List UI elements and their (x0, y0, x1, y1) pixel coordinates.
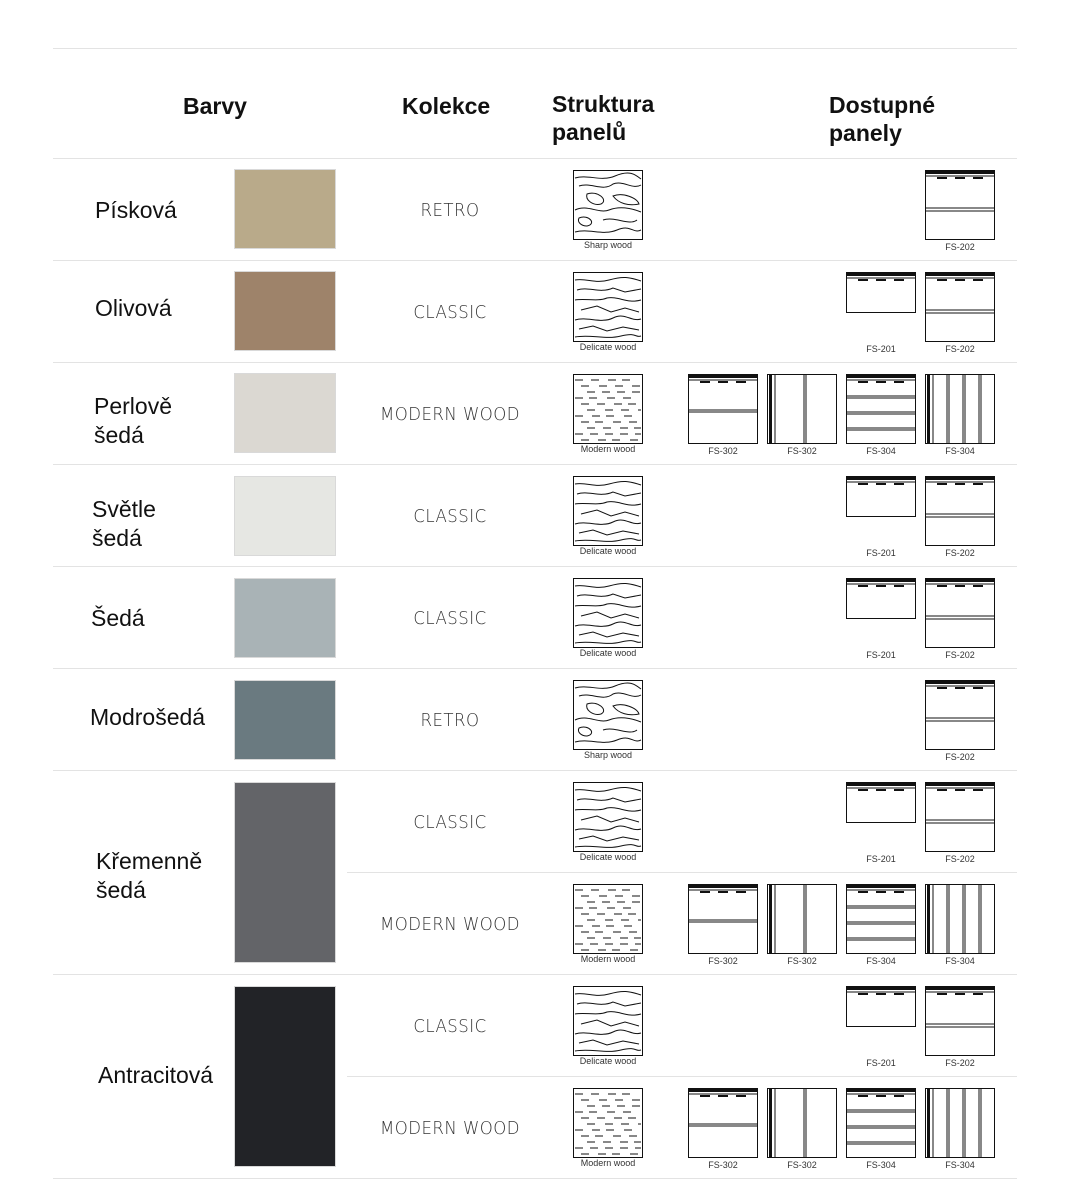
panel-code: FS-201 (866, 548, 896, 558)
panel-drawing (688, 884, 758, 954)
texture-cell (573, 374, 643, 455)
panel-drawing (925, 782, 995, 852)
color-name: Perlově šedá (94, 393, 172, 448)
texture-drawing (573, 986, 643, 1056)
panel-cell (688, 1088, 758, 1171)
panel-code: FS-304 (866, 1160, 896, 1170)
panel-cell (925, 680, 995, 763)
color-name: Světle šedá (92, 496, 156, 551)
texture-cell (573, 680, 643, 761)
row-divider (53, 362, 1017, 363)
panel-cell (925, 578, 995, 661)
texture-drawing (573, 170, 643, 240)
texture-label: Delicate wood (579, 1056, 637, 1066)
panel-cell (767, 1088, 837, 1171)
texture-label: Sharp wood (583, 750, 633, 760)
panel-cell (846, 782, 916, 865)
header-structure-line1: Struktura (552, 91, 655, 117)
color-name: Antracitová (98, 1062, 214, 1088)
color-name: Modrošedá (90, 704, 206, 730)
panel-drawing (925, 272, 995, 342)
collection-label: MODERN WOOD (380, 1118, 520, 1139)
panel-drawing (925, 1088, 995, 1158)
color-name: Olivová (95, 295, 172, 321)
panel-drawing (925, 170, 995, 240)
header-structure (552, 90, 654, 146)
color-swatch (234, 476, 336, 556)
panel-code: FS-302 (708, 1160, 738, 1170)
panel-cell (925, 782, 995, 865)
panel-drawing (767, 884, 837, 954)
panel-code: FS-302 (787, 956, 817, 966)
panel-cell (688, 374, 758, 457)
collection-label: CLASSIC (413, 1016, 487, 1037)
panel-code: FS-302 (708, 956, 738, 966)
panel-drawing (925, 680, 995, 750)
texture-drawing (573, 782, 643, 852)
collection-label: CLASSIC (413, 608, 487, 629)
color-name: Křemenně šedá (96, 848, 203, 903)
panel-cell (925, 170, 995, 253)
texture-cell (573, 986, 643, 1067)
panel-drawing (767, 374, 837, 444)
panel-drawing (925, 374, 995, 444)
texture-drawing (573, 578, 643, 648)
panel-drawing (688, 1088, 758, 1158)
texture-label: Delicate wood (579, 852, 637, 862)
header-panels-line2: panely (829, 120, 902, 146)
panel-cell (688, 884, 758, 967)
header-panels-line1: Dostupné (829, 92, 936, 118)
header-divider (53, 158, 1017, 159)
texture-cell (573, 1088, 643, 1169)
bottom-divider (53, 1178, 1017, 1179)
panel-cell (846, 578, 916, 661)
color-name: Písková (95, 197, 177, 223)
panel-code: FS-302 (787, 1160, 817, 1170)
collection-label: CLASSIC (413, 302, 487, 323)
texture-drawing (573, 1088, 643, 1158)
panel-cell (925, 476, 995, 559)
collection-label: CLASSIC (413, 812, 487, 833)
header-collection: Kolekce (402, 93, 491, 119)
panel-drawing (846, 272, 916, 313)
texture-drawing (573, 476, 643, 546)
panel-cell (767, 884, 837, 967)
panel-code: FS-202 (945, 650, 975, 660)
panel-code: FS-304 (945, 1160, 975, 1170)
row-divider (53, 566, 1017, 567)
panel-cell (925, 1088, 995, 1171)
panel-cell (925, 986, 995, 1069)
texture-label: Delicate wood (579, 342, 637, 352)
panel-drawing (846, 884, 916, 954)
panel-cell (925, 272, 995, 355)
panel-code: FS-302 (787, 446, 817, 456)
texture-label: Modern wood (580, 954, 636, 964)
texture-drawing (573, 374, 643, 444)
texture-drawing (573, 272, 643, 342)
texture-drawing (573, 680, 643, 750)
panel-drawing (925, 578, 995, 648)
color-swatch (234, 782, 336, 963)
panel-drawing (846, 1088, 916, 1158)
panel-code: FS-304 (945, 446, 975, 456)
panel-code: FS-202 (945, 242, 975, 252)
panel-cell (846, 986, 916, 1069)
panel-code: FS-202 (945, 344, 975, 354)
panel-code: FS-202 (945, 1058, 975, 1068)
texture-label: Modern wood (580, 1158, 636, 1168)
panel-drawing (846, 374, 916, 444)
collection-label: MODERN WOOD (380, 914, 520, 935)
texture-label: Modern wood (580, 444, 636, 454)
panel-code: FS-304 (866, 446, 896, 456)
panel-drawing (688, 374, 758, 444)
texture-label: Sharp wood (583, 240, 633, 250)
panel-code: FS-302 (708, 446, 738, 456)
panel-drawing (846, 578, 916, 619)
color-name: Šedá (91, 605, 145, 631)
panel-cell (846, 374, 916, 457)
panel-cell (925, 884, 995, 967)
panel-drawing (925, 986, 995, 1056)
row-divider (347, 1076, 1017, 1077)
color-swatch (234, 373, 336, 453)
texture-cell (573, 476, 643, 557)
collection-label: RETRO (420, 200, 480, 221)
row-divider (53, 770, 1017, 771)
panel-cell (846, 1088, 916, 1171)
row-divider (53, 464, 1017, 465)
panel-drawing (925, 884, 995, 954)
panel-code: FS-201 (866, 854, 896, 864)
row-divider (347, 872, 1017, 873)
panel-cell (925, 374, 995, 457)
panel-drawing (846, 782, 916, 823)
collection-label: RETRO (420, 710, 480, 731)
color-swatch (234, 169, 336, 249)
header-colors: Barvy (183, 93, 247, 119)
panel-drawing (767, 1088, 837, 1158)
panel-cell (846, 476, 916, 559)
panel-cell (846, 272, 916, 355)
texture-label: Delicate wood (579, 648, 637, 658)
collection-label: MODERN WOOD (380, 404, 520, 425)
texture-cell (573, 170, 643, 251)
texture-cell (573, 884, 643, 965)
texture-cell (573, 272, 643, 353)
row-divider (53, 668, 1017, 669)
row-divider (53, 974, 1017, 975)
panel-code: FS-304 (945, 956, 975, 966)
texture-drawing (573, 884, 643, 954)
color-swatch (234, 986, 336, 1167)
texture-label: Delicate wood (579, 546, 637, 556)
color-swatch (234, 578, 336, 658)
panel-code: FS-201 (866, 650, 896, 660)
panel-cell (767, 374, 837, 457)
panel-code: FS-201 (866, 1058, 896, 1068)
panel-code: FS-202 (945, 548, 975, 558)
collection-label: CLASSIC (413, 506, 487, 527)
panel-code: FS-202 (945, 752, 975, 762)
row-divider (53, 260, 1017, 261)
panel-drawing (846, 476, 916, 517)
panel-code: FS-202 (945, 854, 975, 864)
header-panels (829, 91, 935, 147)
panel-code: FS-201 (866, 344, 896, 354)
panel-code: FS-304 (866, 956, 896, 966)
panel-cell (846, 884, 916, 967)
panel-drawing (846, 986, 916, 1027)
color-swatch (234, 271, 336, 351)
color-swatch (234, 680, 336, 760)
texture-cell (573, 578, 643, 659)
panel-drawing (925, 476, 995, 546)
header-structure-line2: panelů (552, 119, 627, 145)
texture-cell (573, 782, 643, 863)
top-divider (53, 48, 1017, 49)
